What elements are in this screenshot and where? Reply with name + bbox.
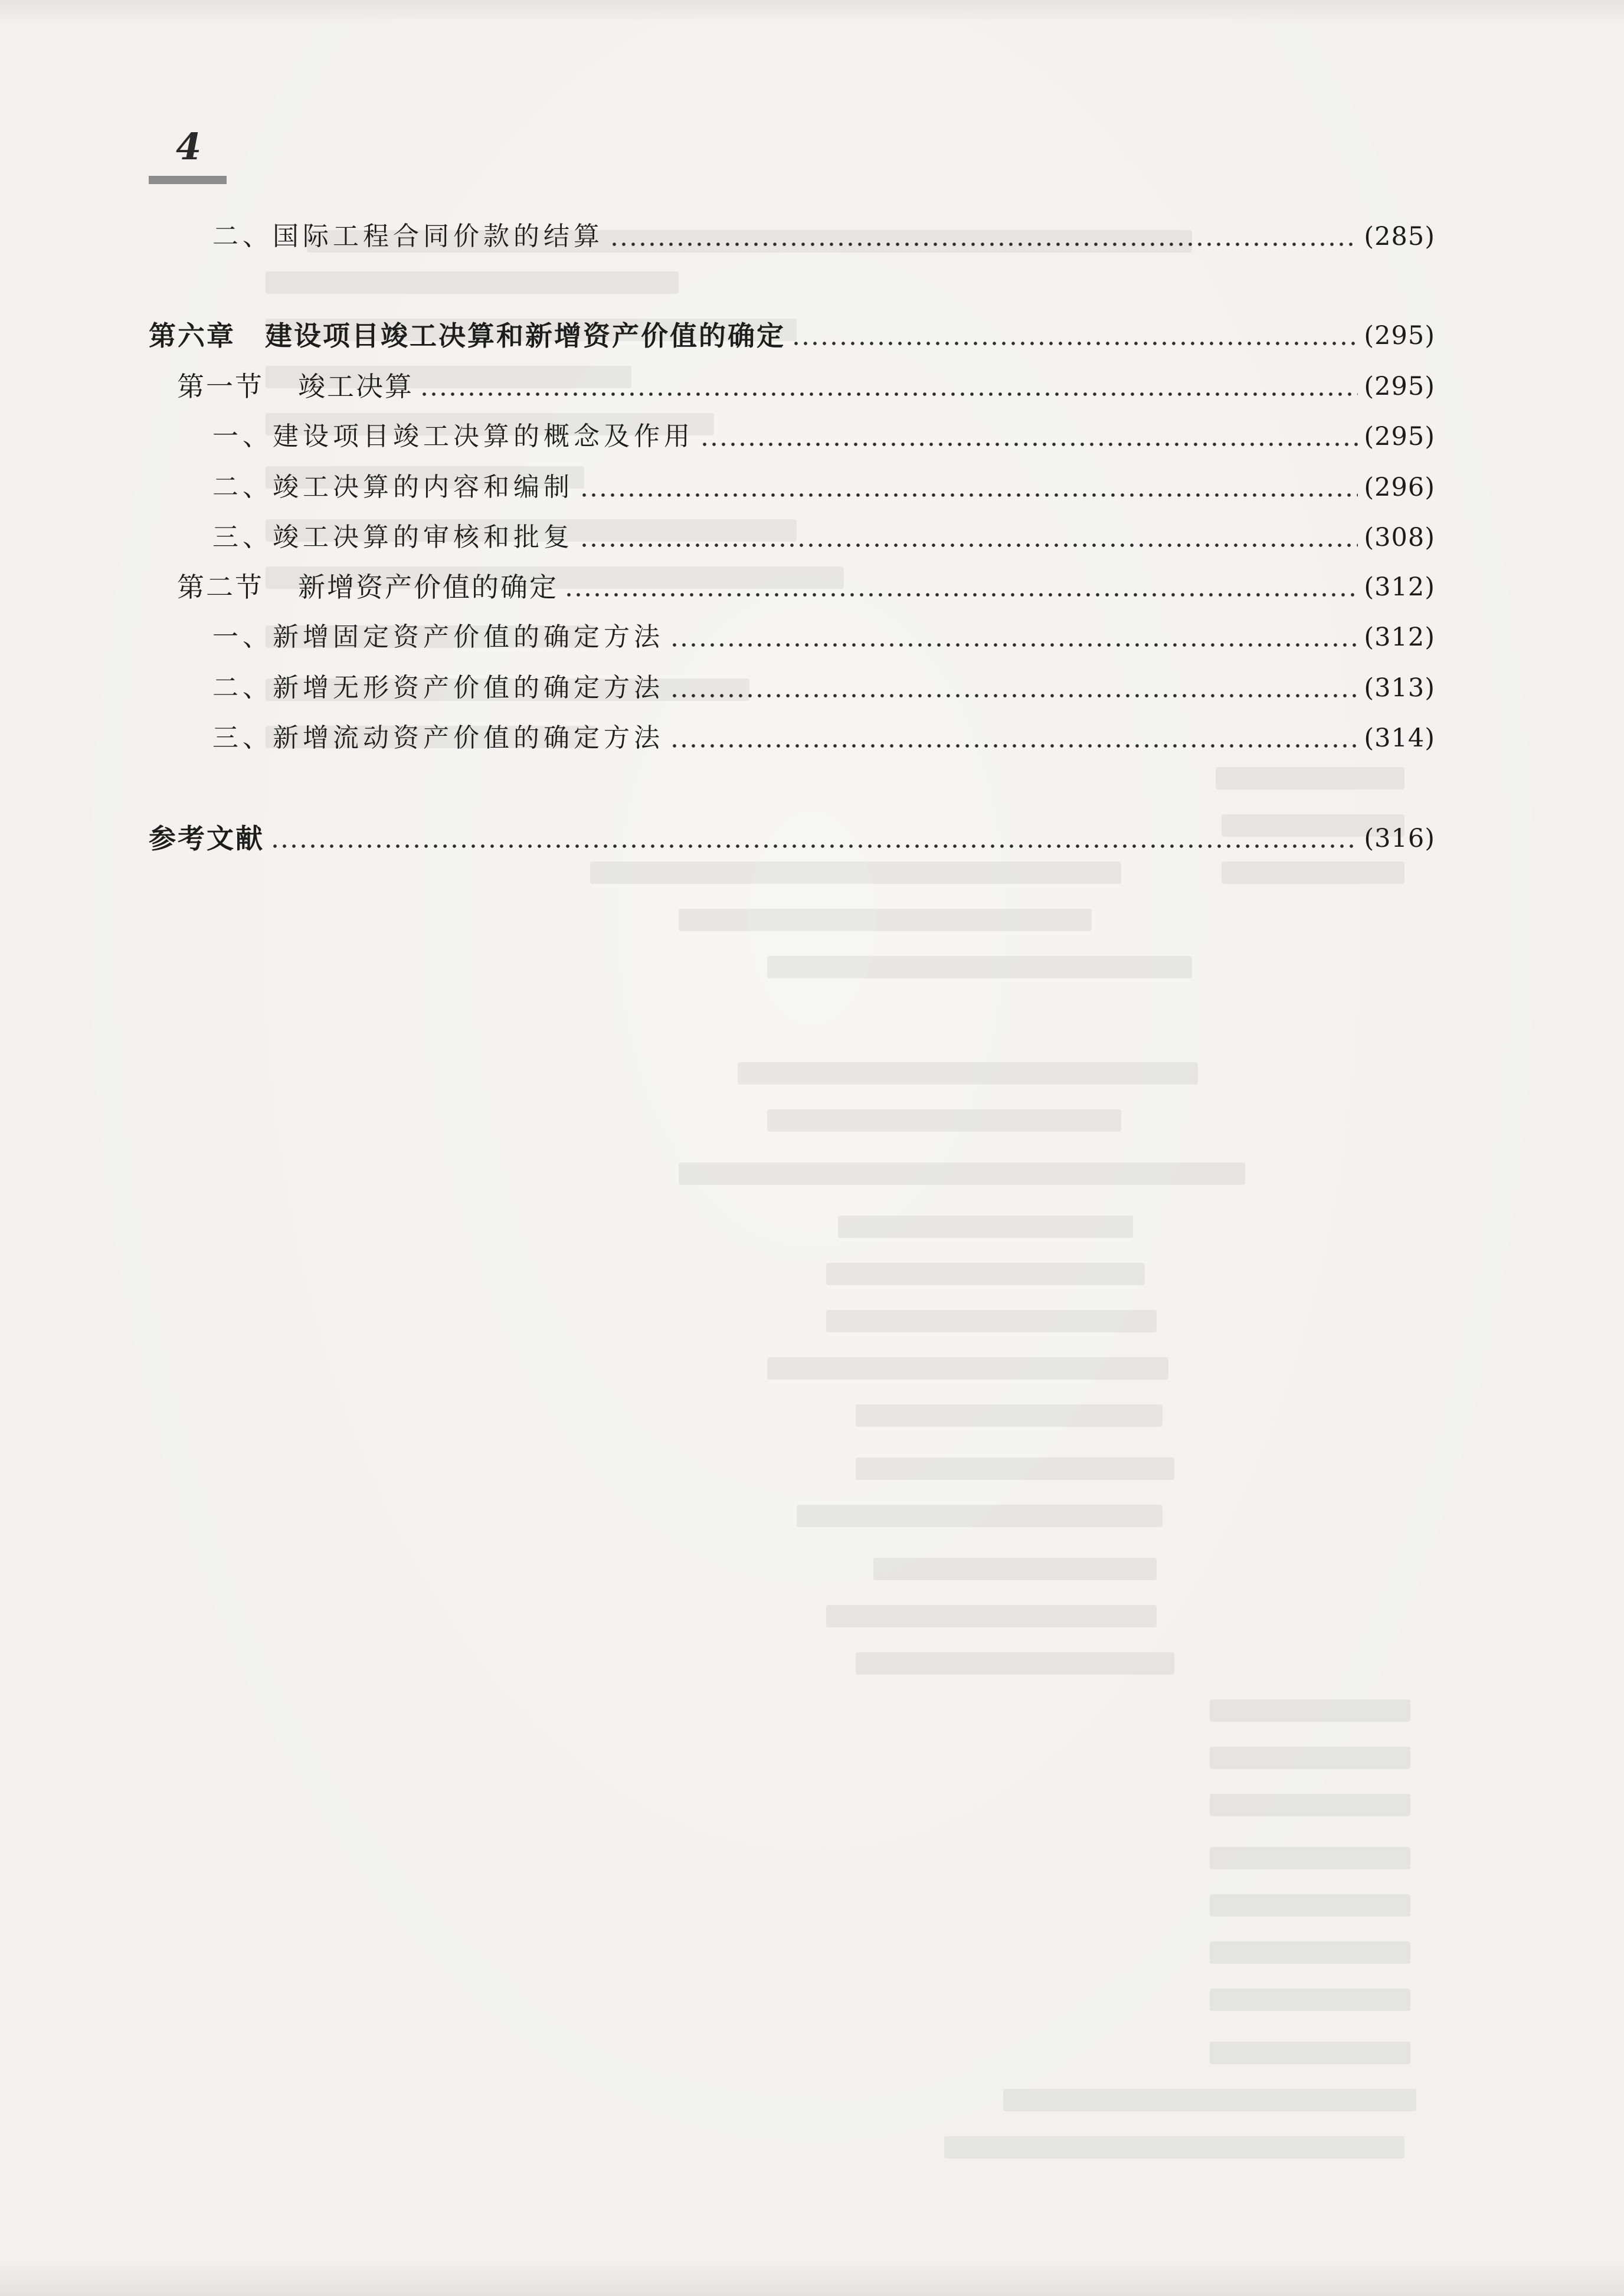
toc-entry-page: (308) — [1364, 522, 1435, 552]
toc-entry-page: (295) — [1364, 320, 1435, 351]
toc-entry[interactable] — [212, 718, 1435, 759]
dot-leader — [420, 391, 1358, 397]
dot-leader — [610, 241, 1358, 247]
toc-entry[interactable] — [212, 517, 1435, 558]
toc-entry-page: (316) — [1364, 823, 1435, 853]
toc-entry-title: 一、新增固定资产价值的确定方法 — [212, 622, 664, 652]
dot-leader — [564, 592, 1358, 598]
toc-section[interactable] — [177, 366, 1435, 407]
toc-entry-title: 二、国际工程合同价款的结算 — [212, 221, 604, 251]
toc-section-title — [177, 571, 558, 603]
chapter-number: 第六章 — [149, 320, 235, 352]
toc-entry-page: (285) — [1364, 221, 1435, 251]
section-number: 第一节 — [177, 371, 264, 402]
toc-entry-page: (313) — [1364, 673, 1435, 703]
toc-chapter-title: 参考文献 — [149, 823, 264, 854]
toc-chapter[interactable] — [149, 818, 1435, 859]
dot-leader — [670, 743, 1358, 749]
toc-entry[interactable] — [212, 216, 1435, 257]
page-number: 4 — [176, 125, 202, 168]
toc-entry-title: 二、新增无形资产价值的确定方法 — [212, 673, 664, 703]
dot-leader — [700, 441, 1358, 447]
toc-entry-page: (295) — [1364, 421, 1435, 451]
dot-leader — [270, 843, 1358, 849]
section-number: 第二节 — [177, 571, 264, 603]
toc-entry[interactable] — [212, 467, 1435, 508]
dot-leader — [791, 340, 1358, 346]
section-name: 竣工决算 — [298, 371, 414, 402]
toc-entry-page: (295) — [1364, 371, 1435, 401]
toc-entry-page: (296) — [1364, 472, 1435, 502]
dot-leader — [579, 542, 1358, 548]
toc-chapter-title — [149, 320, 785, 352]
toc-chapter[interactable] — [149, 315, 1435, 356]
toc-section-title — [177, 373, 414, 400]
section-name: 新增资产价值的确定 — [298, 571, 558, 603]
toc-entry-page: (312) — [1364, 572, 1435, 602]
toc-entry[interactable] — [212, 416, 1435, 457]
dot-leader — [670, 642, 1358, 648]
toc-entry-title: 三、新增流动资产价值的确定方法 — [212, 723, 664, 753]
dot-leader — [579, 492, 1358, 498]
toc-entry-title: 三、竣工决算的审核和批复 — [212, 522, 574, 552]
toc-section[interactable] — [177, 566, 1435, 608]
toc-entry-page: (314) — [1364, 723, 1435, 753]
dot-leader — [670, 693, 1358, 699]
chapter-name: 建设项目竣工决算和新增资产价值的确定 — [265, 320, 785, 352]
toc-entry-page: (312) — [1364, 622, 1435, 652]
toc-entry[interactable] — [212, 667, 1435, 709]
toc-entry-title: 二、竣工决算的内容和编制 — [212, 472, 574, 502]
toc-entry[interactable] — [212, 617, 1435, 658]
toc-entry-title: 一、建设项目竣工决算的概念及作用 — [212, 421, 694, 451]
